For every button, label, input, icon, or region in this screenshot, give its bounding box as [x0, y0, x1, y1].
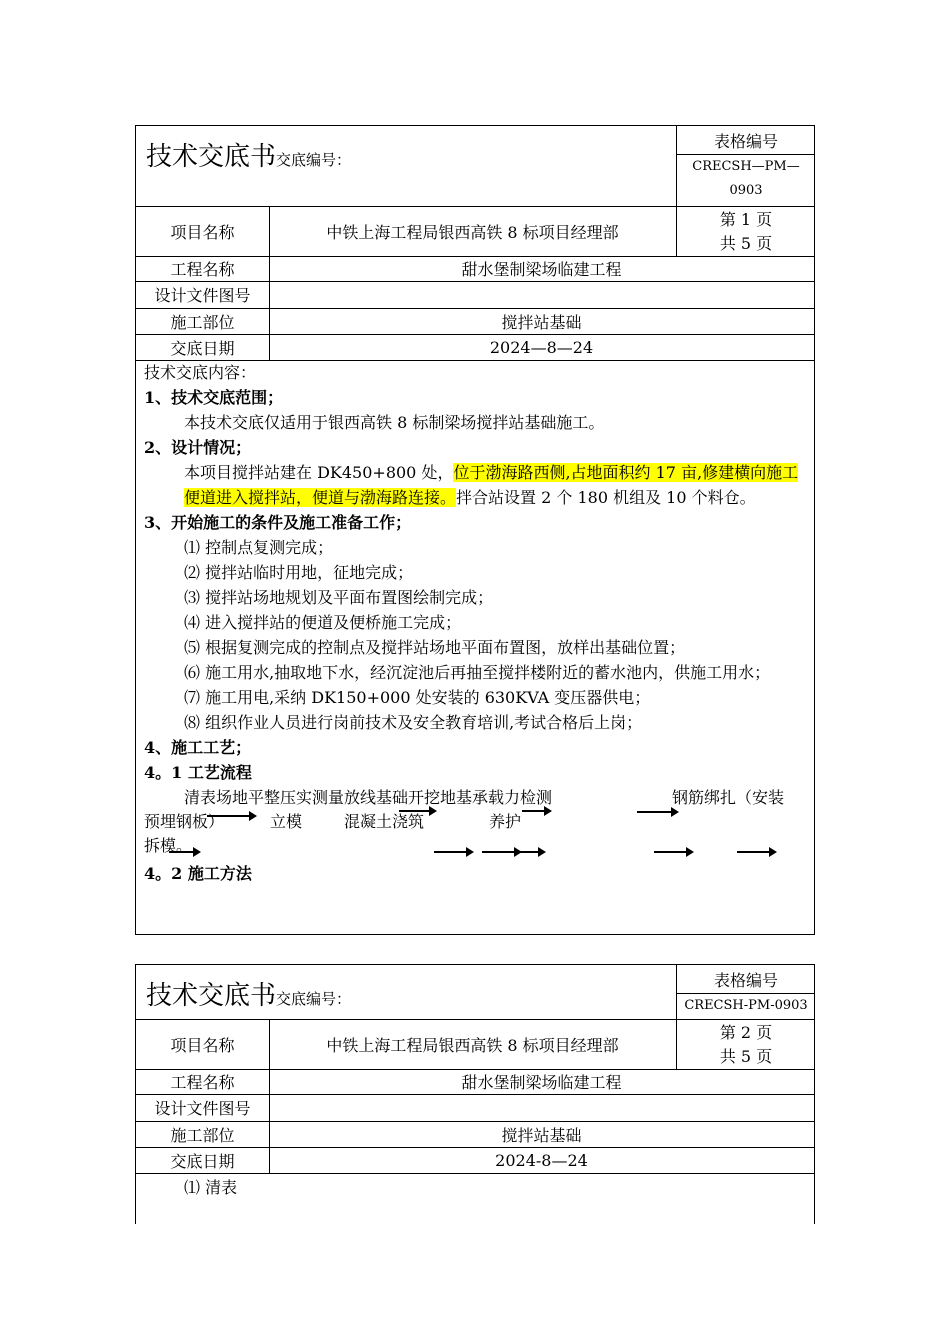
handover-content	[144, 360, 810, 886]
flow-step-text: 立模	[270, 812, 303, 831]
section-4-title: 4、施工工艺；	[144, 738, 252, 757]
design-doc-label: 设计文件图号	[136, 281, 270, 308]
flow-arrow-icon	[434, 851, 472, 853]
list-item: ⑶ 搅拌站场地规划及平面布置图绘制完成；	[184, 588, 494, 607]
process-flow	[144, 785, 810, 861]
design-doc-label: 设计文件图号	[136, 1094, 270, 1121]
construction-site-value: 搅拌站基础	[501, 312, 582, 332]
handover-number-label: 交底编号：	[276, 990, 352, 1008]
construction-site-value: 搅拌站基础	[501, 1125, 582, 1145]
row-handover-date	[136, 1147, 814, 1174]
form-number-box	[676, 965, 815, 1019]
construction-site-label: 施工部位	[136, 308, 270, 334]
flow-step-text: 养护	[489, 812, 522, 831]
section-2-text-b: 拌合站设置 2 个 180 机组及 10 个料仓。	[456, 488, 756, 507]
page-counter	[676, 206, 815, 256]
list-item: ⑹ 施工用水,抽取地下水，经沉淀池后再抽至搅拌楼附近的蓄水池内，供施工用水；	[184, 663, 771, 682]
list-item: ⑻ 组织作业人员进行岗前技术及安全教育培训,考试合格后上岗；	[184, 713, 643, 732]
document-sheet-1	[135, 125, 815, 935]
flow-arrow-icon	[520, 851, 544, 853]
page-total: 共 5 页	[719, 1047, 773, 1066]
form-code-line1: CRECSH—PM—	[692, 159, 800, 174]
section-4-2-title: 4。2 施工方法	[144, 864, 252, 883]
section-2-text	[144, 460, 810, 510]
flow-arrow-icon	[399, 810, 435, 812]
sheet-header	[136, 965, 814, 1020]
handover-number-label: 交底编号：	[276, 151, 352, 169]
row-work-name	[136, 256, 814, 282]
flow-arrow-icon	[169, 851, 199, 853]
list-item: ⑷ 进入搅拌站的便道及便桥施工完成；	[184, 613, 462, 632]
handover-content	[144, 1175, 810, 1200]
form-code-line2: 0903	[729, 183, 763, 198]
project-name-label: 项目名称	[136, 1019, 270, 1069]
row-design-doc	[136, 1094, 814, 1122]
flow-arrow-icon	[482, 851, 520, 853]
project-name-value: 中铁上海工程局银西高铁 8 标项目经理部	[326, 1035, 619, 1055]
flow-arrow-icon	[522, 810, 550, 812]
page-number: 第 1 页	[719, 210, 773, 229]
content-intro: 技术交底内容：	[144, 363, 257, 382]
page-number: 第 2 页	[719, 1023, 773, 1042]
form-code: CRECSH-PM-0903	[684, 998, 808, 1013]
flow-arrow-icon	[637, 811, 677, 813]
flow-arrow-icon	[654, 851, 692, 853]
title-text: 技术交底书	[146, 981, 277, 1011]
section-1-text: 本技术交底仅适用于银西高铁 8 标制梁场搅拌站基础施工。	[184, 413, 605, 432]
row-handover-date	[136, 334, 814, 361]
page-counter	[676, 1019, 815, 1069]
project-name-value: 中铁上海工程局银西高铁 8 标项目经理部	[326, 222, 619, 242]
section-3-title: 3、开始施工的条件及施工准备工作；	[144, 513, 412, 532]
flow-arrow-icon	[737, 851, 775, 853]
project-name-label: 项目名称	[136, 206, 270, 256]
construction-site-label: 施工部位	[136, 1121, 270, 1147]
flow-step-text: 拆模。	[144, 836, 193, 855]
form-number-label: 表格编号	[713, 971, 778, 990]
sheet-header	[136, 126, 814, 207]
flow-step-text: 钢筋绑扎（安装	[672, 788, 785, 807]
row-project-name	[136, 1019, 814, 1070]
title-text: 技术交底书	[146, 142, 277, 172]
work-name-label: 工程名称	[136, 1069, 270, 1094]
section-2-title: 2、设计情况；	[144, 438, 252, 457]
work-name-label: 工程名称	[136, 256, 270, 281]
flow-step-text: 清表场地平整压实测量放线基础开挖地基承载力检测	[184, 788, 553, 807]
flow-step-text: 混凝土浇筑	[344, 812, 425, 831]
section-2-text-a: 本项目搅拌站建在 DK450+800 处，	[184, 463, 454, 482]
list-item: ⑵ 搅拌站临时用地，征地完成；	[184, 563, 414, 582]
row-construction-site	[136, 308, 814, 335]
list-item: ⑺ 施工用电,采纳 DK150+000 处安装的 630KVA 变压器供电；	[184, 688, 651, 707]
flow-step-text: 预埋钢板）	[144, 812, 225, 831]
handover-date-value: 2024—8—24	[489, 337, 594, 357]
list-item: ⑸ 根据复测完成的控制点及搅拌站场地平面布置图，放样出基础位置；	[184, 638, 686, 657]
handover-date-value: 2024-8—24	[495, 1150, 588, 1170]
design-doc-value	[269, 1094, 814, 1121]
flow-arrow-icon	[207, 815, 255, 817]
document-title	[146, 136, 351, 173]
handover-date-label: 交底日期	[136, 1147, 270, 1173]
design-doc-value	[269, 281, 814, 308]
page-total: 共 5 页	[719, 234, 773, 253]
work-name-value: 甜水堡制梁场临建工程	[461, 260, 622, 279]
row-work-name	[136, 1069, 814, 1095]
highlighted-text: 位于渤海路西侧,占地面积约 17 亩,修建横向施工便道进入搅拌站，便道与渤海路连接。	[184, 463, 799, 507]
section-4-1-title: 4。1 工艺流程	[144, 763, 252, 782]
work-name-value: 甜水堡制梁场临建工程	[461, 1073, 622, 1092]
list-item: ⑴ 清表	[184, 1178, 238, 1197]
row-design-doc	[136, 281, 814, 309]
form-number-box	[676, 126, 815, 206]
row-construction-site	[136, 1121, 814, 1148]
document-title	[146, 975, 351, 1012]
row-project-name	[136, 206, 814, 257]
handover-date-label: 交底日期	[136, 334, 270, 360]
form-number-label: 表格编号	[713, 132, 778, 151]
document-sheet-2	[135, 964, 815, 1224]
section-1-title: 1、技术交底范围；	[144, 388, 284, 407]
list-item: ⑴ 控制点复测完成；	[184, 538, 334, 557]
